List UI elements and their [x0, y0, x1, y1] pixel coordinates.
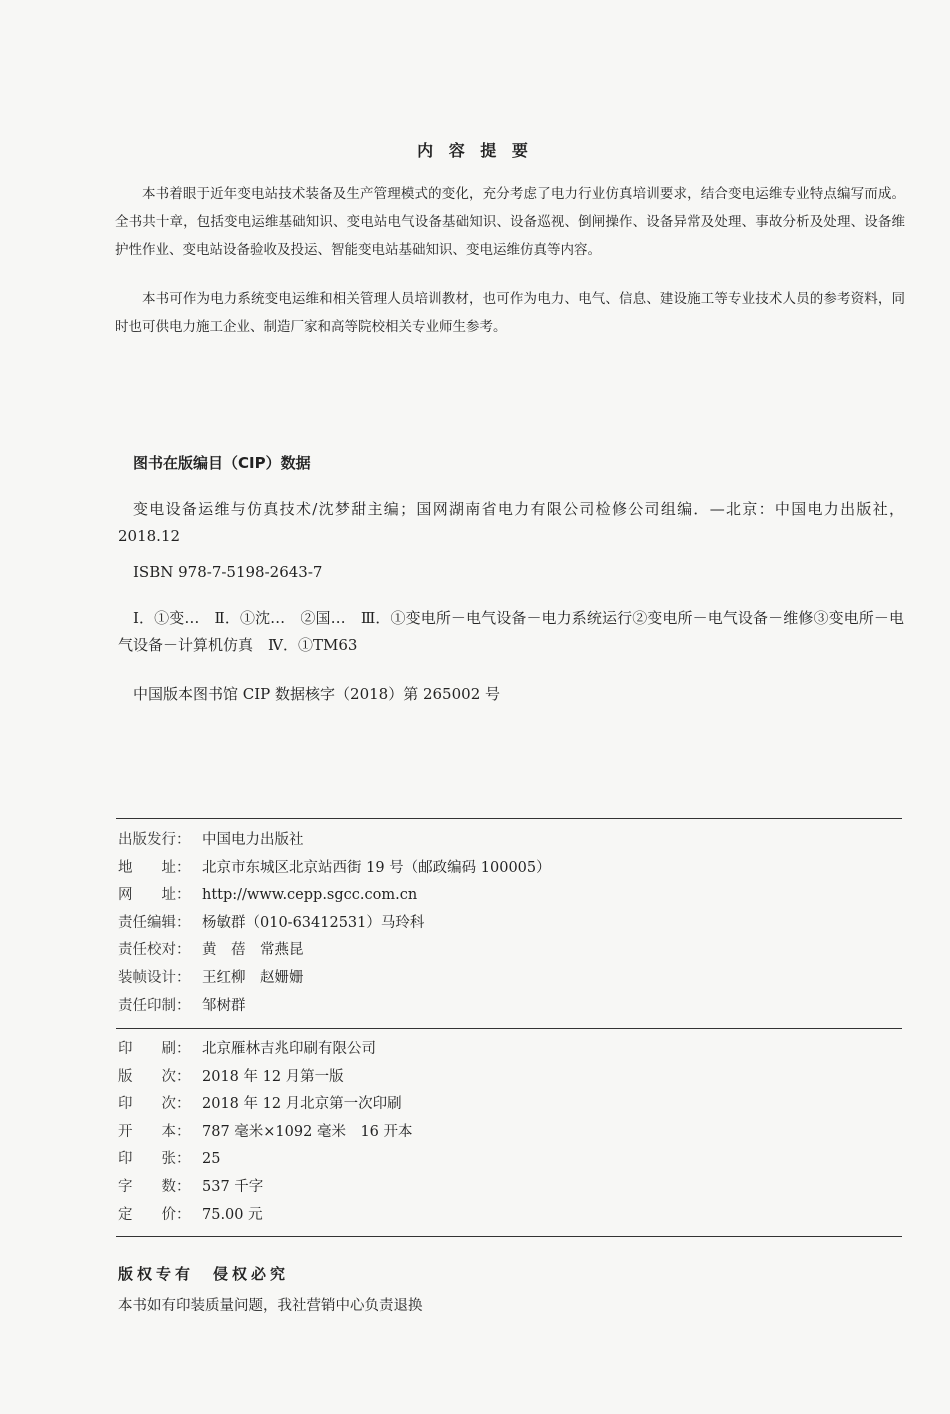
- info-label: 责任校对：: [118, 942, 191, 959]
- cip-verification: 中国版本图书馆 CIP 数据核字（2018）第 265002 号: [133, 685, 501, 703]
- list-item: [118, 1119, 413, 1147]
- list-item: [118, 1202, 413, 1230]
- list-item: [118, 910, 551, 938]
- info-label: 责任印制：: [118, 997, 191, 1014]
- info-label: 定 价：: [118, 1206, 191, 1223]
- list-item: [118, 827, 551, 855]
- list-item: [118, 1064, 413, 1092]
- divider-line: [116, 1236, 902, 1237]
- summary-title: 内 容 提 要: [417, 141, 533, 160]
- publishing-info-list: [118, 827, 551, 1020]
- list-item: [118, 1091, 413, 1119]
- info-value: 25: [202, 1151, 221, 1168]
- divider-line: [116, 818, 902, 819]
- info-value: 黄 蓓 常燕昆: [202, 942, 304, 959]
- info-value: 537 千字: [202, 1178, 264, 1195]
- cip-description: 变电设备运维与仿真技术/沈梦甜主编；国网湖南省电力有限公司检修公司组编．—北京：中国电力出版社，2018.12: [118, 500, 904, 545]
- list-item: [118, 965, 551, 993]
- summary-paragraph-1: 本书着眼于近年变电站技术装备及生产管理模式的变化，充分考虑了电力行业仿真培训要求，结合变电运维专业特点编写而成。全书共十章，包括变电运维基础知识、变电站电气设备基础知识、设备巡视、倒闸操作、设备异常及处理、事故分析及处理、设备维护性作业、变电站设备验收及投运、智能变电站基础知识、变电运维仿真等内容。: [115, 186, 905, 258]
- info-value: 北京雁林吉兆印刷有限公司: [202, 1041, 376, 1057]
- info-label: 责任编辑：: [118, 914, 191, 931]
- cip-isbn: ISBN 978-7-5198-2643-7: [133, 563, 323, 581]
- info-value: 邹树群: [202, 997, 246, 1014]
- cip-classification: Ⅰ．①变… Ⅱ．①沈… ②国… Ⅲ．①变电所－电气设备－电力系统运行②变电所－电气设备－维修③变电所－电气设备－计算机仿真 Ⅳ．①TM63: [118, 609, 904, 654]
- info-label: 印 次：: [118, 1096, 191, 1113]
- info-value: 787 毫米×1092 毫米 16 开本: [202, 1123, 413, 1140]
- list-item: [118, 993, 551, 1021]
- summary-paragraph-2: 本书可作为电力系统变电运维和相关管理人员培训教材，也可作为电力、电气、信息、建设施工等专业技术人员的参考资料，同时也可供电力施工企业、制造厂家和高等院校相关专业师生参考。: [115, 291, 905, 335]
- copyright-title: 版权专有 侵权必究: [118, 1265, 290, 1283]
- info-value: 王红柳 赵姗姗: [202, 969, 304, 986]
- info-label: 版 次：: [118, 1068, 191, 1085]
- website-link: http://www.cepp.sgcc.com.cn: [202, 887, 418, 904]
- list-item: [118, 1036, 413, 1064]
- info-label: 地 址：: [118, 859, 191, 876]
- list-item: [118, 882, 551, 910]
- list-item: [118, 1174, 413, 1202]
- info-label: 印 刷：: [118, 1041, 191, 1057]
- info-value: 75.00 元: [202, 1206, 263, 1223]
- info-label: 网 址：: [118, 887, 191, 904]
- info-label: 字 数：: [118, 1178, 191, 1195]
- info-value: 2018 年 12 月第一版: [202, 1068, 344, 1085]
- printing-info-list: [118, 1036, 413, 1229]
- list-item: [118, 937, 551, 965]
- info-value: 中国电力出版社: [202, 832, 304, 848]
- copyright-note: 本书如有印装质量问题，我社营销中心负责退换: [118, 1298, 423, 1314]
- list-item: [118, 855, 551, 883]
- info-label: 印 张：: [118, 1151, 191, 1168]
- info-label: 出版发行：: [118, 832, 191, 848]
- info-label: 装帧设计：: [118, 969, 191, 986]
- info-value: 2018 年 12 月北京第一次印刷: [202, 1096, 402, 1113]
- list-item: [118, 1146, 413, 1174]
- info-value: 杨敏群（010-63412531）马玲科: [202, 914, 425, 931]
- divider-line: [116, 1028, 902, 1029]
- info-label: 开 本：: [118, 1123, 191, 1140]
- cip-title: 图书在版编目（CIP）数据: [133, 454, 311, 472]
- info-value: 北京市东城区北京站西街 19 号（邮政编码 100005）: [202, 859, 551, 876]
